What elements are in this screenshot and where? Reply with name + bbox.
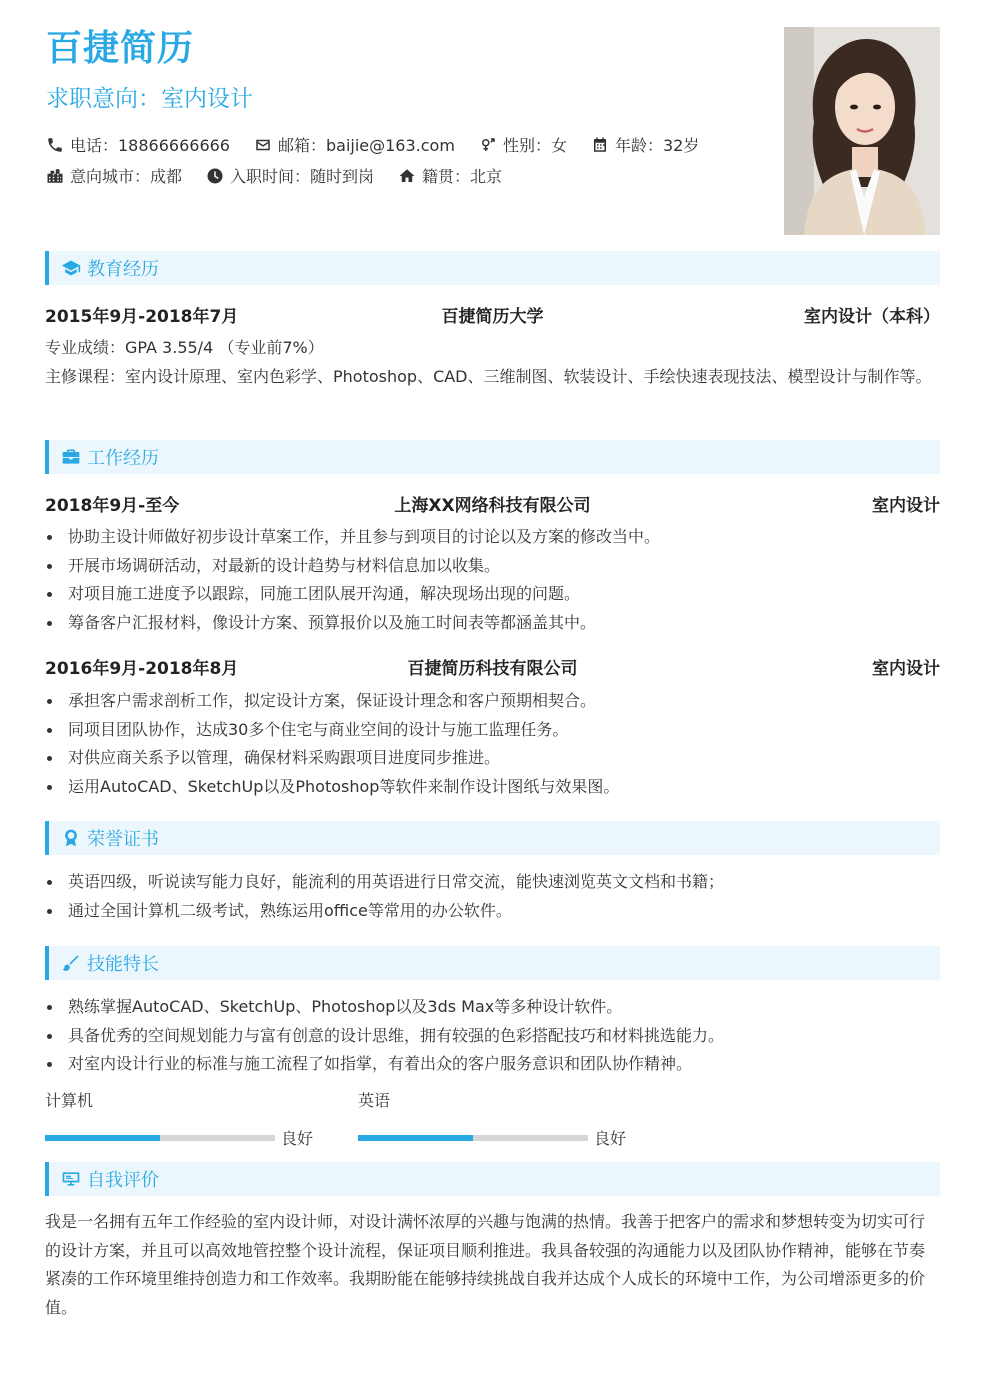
self-eval-text: 我是一名拥有五年工作经验的室内设计师，对设计满怀浓厚的兴趣与饱满的热情。我善于把客户的需求和梦想转变为切实可行的设计方案，并且可以高效地管控整个设计流程，保证项目顺利推进。我具备较强的沟通能力以及团队协作精神，能够在节奏紧凑的工作环境里维持创造力和工作效率。我期盼能在能够持续挑战自我并达成个人成长的环境中工作，为公司增添更多的价值。 [45,1212,926,1317]
email-icon [254,136,272,154]
info-hometown-text: 籍贯：北京 [422,167,503,186]
briefcase-icon [61,447,81,467]
info-phone [46,133,230,156]
job-1-role: 室内设计 [872,496,940,516]
brush-icon [61,953,81,973]
info-start [206,164,374,187]
job-2-role: 室内设计 [872,659,940,679]
education-gpa: 专业成绩：GPA 3.55/4 （专业前7%） [45,338,324,357]
city-icon [46,167,64,185]
section-skills-title: 技能特长 [87,954,159,975]
info-city [46,164,182,187]
list-item: 具备优秀的空间规划能力与富有创意的设计思维，拥有较强的色彩搭配技巧和材料挑选能力。 [45,1022,940,1051]
job-intent: 求职意向：室内设计 [46,86,253,112]
list-item: 对供应商关系予以管理，确保材料采购跟项目进度同步推进。 [45,744,940,773]
list-item: 同项目团队协作，达成30多个住宅与商业空间的设计与施工监理任务。 [45,716,940,745]
list-item: 运用AutoCAD、SketchUp以及Photoshop等软件来制作设计图纸与效果图。 [45,773,940,802]
education-period: 2015年9月-2018年7月 [45,307,239,327]
calendar-icon [591,136,609,154]
job-2-duties [45,687,940,801]
skill-english-fill [358,1135,473,1141]
list-item: 对室内设计行业的标准与施工流程了如指掌，有着出众的客户服务意识和团队协作精神。 [45,1050,940,1079]
section-work [45,440,940,474]
info-age [591,133,699,156]
presentation-icon [61,1169,81,1189]
section-honors-title: 荣誉证书 [87,829,159,850]
section-education-title: 教育经历 [87,259,159,280]
clock-icon [206,167,224,185]
skill-english [358,1088,627,1148]
skills-list [45,993,940,1079]
info-hometown [398,164,502,187]
info-row-1 [46,133,723,156]
education-row [45,302,940,326]
home-icon [398,167,416,185]
job-2-row [45,654,940,678]
section-work-title: 工作经历 [87,448,159,469]
section-honors [45,821,940,855]
list-item: 对项目施工进度予以跟踪，同施工团队展开沟通，解决现场出现的问题。 [45,580,940,609]
list-item: 熟练掌握AutoCAD、SketchUp、Photoshop以及3ds Max等多种设计软件。 [45,993,940,1022]
job-1-row [45,491,940,515]
graduation-cap-icon [61,258,81,278]
info-email-text: 邮箱：baijie@163.com [277,136,455,155]
education-major: 室内设计（本科） [804,307,940,327]
list-item: 通过全国计算机二级考试，熟练运用office等常用的办公软件。 [45,897,940,926]
job-1-duties [45,523,940,637]
info-phone-text: 电话：18866666666 [70,136,230,155]
info-email [254,133,455,156]
skill-computer-fill [45,1135,160,1141]
portrait-image [784,27,940,235]
info-gender-text: 性别：女 [502,136,567,155]
list-item: 筹备客户汇报材料，像设计方案、预算报价以及施工时间表等都涵盖其中。 [45,609,940,638]
skill-computer [45,1088,314,1148]
honors-list [45,868,940,925]
info-start-text: 入职时间：随时到岗 [230,167,375,186]
education-courses: 主修课程：室内设计原理、室内色彩学、Photoshop、CAD、三维制图、软装设计、手绘快速表现技法、模型设计与制作等。 [45,367,932,386]
info-age-text: 年龄：32岁 [614,136,700,155]
list-item: 开展市场调研活动，对最新的设计趋势与材料信息加以收集。 [45,552,940,581]
job-1-company: 上海XX网络科技有限公司 [394,496,591,516]
list-item: 协助主设计师做好初步设计草案工作，并且参与到项目的讨论以及方案的修改当中。 [45,523,940,552]
gender-icon [479,136,497,154]
resume-name: 百捷简历 [46,28,195,69]
job-2-company: 百捷简历科技有限公司 [407,659,578,679]
skill-english-label: 英语 [358,1091,391,1110]
job-2-period: 2016年9月-2018年8月 [45,659,239,679]
section-self-eval [45,1162,940,1196]
info-row-2 [46,164,526,187]
info-city-text: 意向城市：成都 [70,167,183,186]
phone-icon [46,136,64,154]
list-item: 承担客户需求剖析工作，拟定设计方案，保证设计理念和客户预期相契合。 [45,687,940,716]
award-icon [61,828,81,848]
section-education [45,251,940,285]
skill-english-bar [358,1135,588,1141]
skill-computer-label: 计算机 [45,1091,94,1110]
education-school: 百捷简历大学 [441,307,544,327]
info-gender [479,133,567,156]
skill-english-level: 良好 [594,1129,627,1148]
job-1-period: 2018年9月-至今 [45,496,180,516]
profile-photo [784,27,940,235]
section-skills [45,946,940,980]
list-item: 英语四级，听说读写能力良好，能流利的用英语进行日常交流，能快速浏览英文文档和书籍； [45,868,940,897]
skill-computer-bar [45,1135,275,1141]
section-self-eval-title: 自我评价 [87,1170,159,1191]
skill-computer-level: 良好 [281,1129,314,1148]
